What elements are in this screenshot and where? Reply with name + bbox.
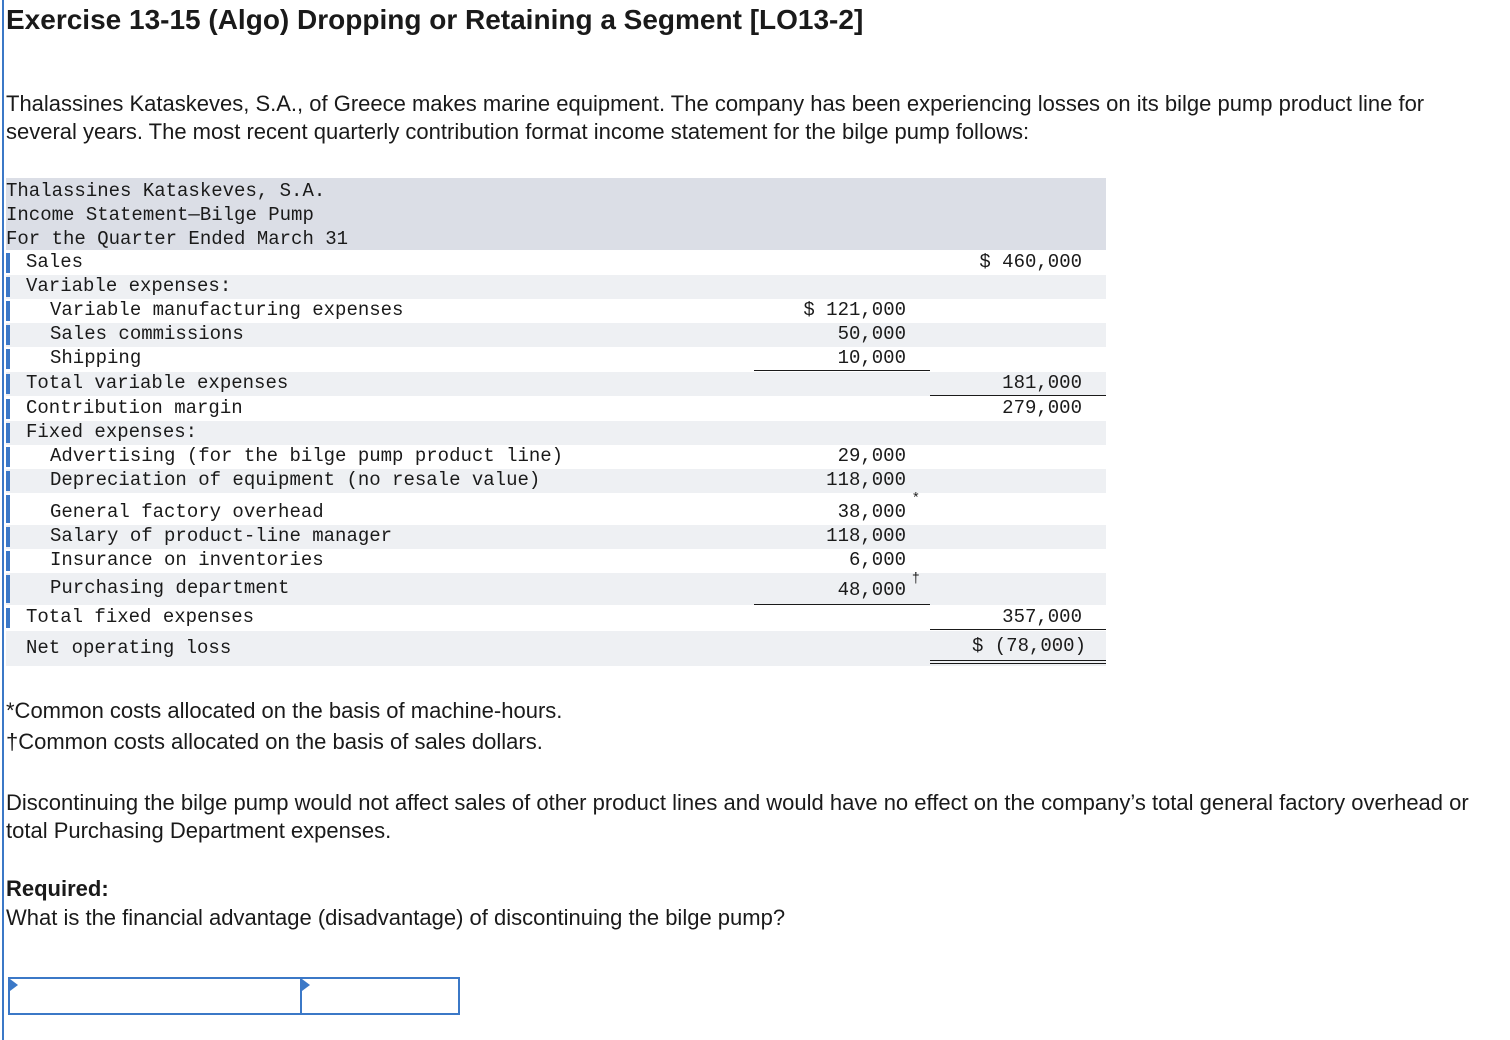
row-label: Insurance on inventories <box>50 549 324 571</box>
required-label: Required: <box>6 876 109 901</box>
dropdown-marker-icon <box>10 979 18 991</box>
row-label: Sales commissions <box>50 323 244 345</box>
double-rule-top <box>930 660 1106 661</box>
footnote-mark-star: * <box>911 491 920 507</box>
row-amount: 357,000 <box>1002 606 1082 628</box>
row-variable-manufacturing <box>6 299 1106 323</box>
statement-company: Thalassines Kataskeves, S.A. <box>6 180 326 202</box>
row-amount: 279,000 <box>1002 397 1082 419</box>
row-amount: 10,000 <box>837 347 906 369</box>
row-variable-header <box>6 275 1106 299</box>
answer-row <box>8 977 460 1015</box>
double-rule-bottom <box>930 663 1106 664</box>
row-shipping <box>6 347 1106 371</box>
sales-total: $ 460,000 <box>979 251 1082 273</box>
row-general-factory-overhead <box>6 493 1106 525</box>
row-label: Sales <box>26 251 84 273</box>
answer-amount-input[interactable] <box>302 979 458 1013</box>
amount-value: 38,000 <box>837 501 906 523</box>
row-amount: 48,000 <box>837 579 906 601</box>
footnote-dagger: †Common costs allocated on the basis of sales dollars. <box>6 729 543 754</box>
row-amount: 50,000 <box>837 323 906 345</box>
subtotal-rule <box>754 370 930 371</box>
statement-header <box>6 178 1106 250</box>
row-label: Fixed expenses: <box>26 421 198 443</box>
row-label: Salary of product-line manager <box>50 525 393 547</box>
exercise-title: Exercise 13-15 (Algo) Dropping or Retaining a Segment [LO13-2] <box>6 4 864 35</box>
row-label: Shipping <box>50 347 142 369</box>
row-amount: 6,000 <box>848 549 906 571</box>
dropdown-marker-icon <box>302 979 310 991</box>
row-fixed-header <box>6 421 1106 445</box>
statement-period: For the Quarter Ended March 31 <box>6 228 349 250</box>
answer-label-input[interactable] <box>10 979 302 1013</box>
left-margin-rule <box>2 0 4 1040</box>
row-label: Contribution margin <box>26 397 243 419</box>
row-amount: 118,000 <box>826 469 906 491</box>
row-amount: $ 121,000 <box>803 299 906 321</box>
subtotal-rule <box>930 395 1106 396</box>
income-statement <box>6 178 1106 666</box>
required-question: What is the financial advantage (disadvantage) of discontinuing the bilge pump? <box>6 905 786 930</box>
row-label: Variable manufacturing expenses <box>50 299 404 321</box>
row-salary-manager <box>6 525 1106 549</box>
row-label: Advertising (for the bilge pump product line) <box>50 445 564 467</box>
row-advertising <box>6 445 1106 469</box>
row-contribution-margin <box>6 397 1106 421</box>
row-label: Depreciation of equipment (no resale value) <box>50 469 541 491</box>
row-label: Net operating loss <box>26 637 232 659</box>
subtotal-rule <box>754 604 930 605</box>
row-insurance <box>6 549 1106 573</box>
row-label: General factory overhead <box>50 501 324 523</box>
row-amount: 181,000 <box>1002 372 1082 394</box>
footnote-star: *Common costs allocated on the basis of machine-hours. <box>6 698 563 723</box>
row-depreciation <box>6 469 1106 493</box>
discontinue-paragraph: Discontinuing the bilge pump would not affect sales of other product lines and would have no effect on the company’s total general factory overhead or total Purchasing Department expenses. <box>6 790 1469 843</box>
row-amount: 118,000 <box>826 525 906 547</box>
intro-paragraph: Thalassines Kataskeves, S.A., of Greece makes marine equipment. The company has been experiencing losses on its bilge pump product line for several years. The most recent quarterly contribution format income statement for the bilge pump follows: <box>6 91 1425 144</box>
row-sales-commissions <box>6 323 1106 347</box>
row-purchasing <box>6 573 1106 605</box>
row-total-variable <box>6 372 1106 396</box>
row-label: Total variable expenses <box>26 372 289 394</box>
row-label: Purchasing department <box>50 577 290 599</box>
net-loss-amount: $ (78,000) <box>971 635 1086 657</box>
row-amount <box>838 501 906 523</box>
row-total-fixed <box>6 606 1106 630</box>
row-label: Variable expenses: <box>26 275 232 297</box>
subtotal-rule <box>930 629 1106 630</box>
row-label: Total fixed expenses <box>26 606 255 628</box>
row-sales <box>6 251 1106 275</box>
footnote-mark-dagger: † <box>911 571 920 587</box>
row-amount: 29,000 <box>837 445 906 467</box>
statement-name: Income Statement—Bilge Pump <box>6 204 314 226</box>
